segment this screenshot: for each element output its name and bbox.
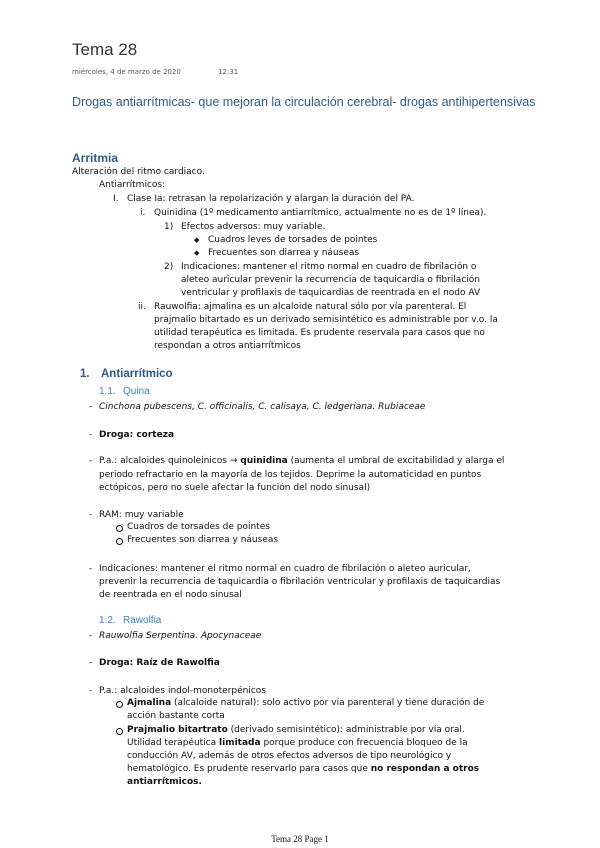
created-date: miércoles, 4 de marzo de 2020 — [72, 68, 181, 76]
main-heading: Drogas antiarrítmicas- que mejoran la circulación cerebral- drogas antihipertensivas — [72, 95, 536, 109]
list-marker: I. — [113, 194, 119, 204]
prajmalio-line: antiarrítmicos. — [127, 777, 202, 787]
dash-bullet: - — [89, 510, 93, 520]
circle-bullet-icon — [116, 701, 123, 708]
ajmalina-line: Ajmalina (alcaloide natural): solo activo por vía parenteral y tiene duración de — [127, 698, 485, 708]
arritmia-heading: Arritmia — [72, 151, 119, 165]
quina-ram: RAM: muy variable — [99, 510, 184, 520]
prajmalio-line: hematológico. Es prudente reservarlo para casos que no respondan a otros — [127, 764, 480, 774]
indicaciones-line: aleteo auricular prevenir la recurrencia de taquicardia o fibrilación — [181, 275, 480, 285]
list-marker: i. — [140, 208, 146, 218]
quina-pa-line: P.a.: alcaloides quinoleínicos → quinidina (aumenta el umbral de excitabilidad y alarga el — [99, 456, 505, 466]
dash-bullet: - — [89, 631, 93, 641]
antiarritmicos-label: Antiarrítmicos: — [99, 180, 166, 190]
page-title: Tema 28 — [72, 40, 138, 59]
subsection-title: Rawolfia — [123, 615, 162, 626]
diamond-bullet-icon: ◆ — [194, 236, 200, 244]
dash-bullet: - — [89, 658, 93, 668]
section-title: Antiarrítmico — [101, 368, 173, 380]
dash-bullet: - — [89, 402, 93, 412]
rawolfia-species: Rauwolfia Serpentina. Apocynaceae — [99, 631, 262, 641]
efectos-adversos: Efectos adversos: muy variable. — [181, 222, 326, 232]
subsection-number: 1.1. — [99, 386, 116, 397]
quina-pa-line: periodo refractario en la mayoría de los tejidos. Deprime la automaticidad en puntos — [99, 470, 482, 480]
dash-bullet: - — [89, 686, 93, 696]
quina-pa-line: ectópicos, pero no suele afectar la función del nodo sinusal) — [99, 483, 371, 493]
indicaciones-line: Indicaciones: mantener el ritmo normal en cuadro de fibrilación o — [181, 262, 477, 272]
rauwolfia-line: respondan a otros antiarrítmicos — [154, 341, 301, 351]
dash-bullet: - — [89, 564, 93, 574]
subsection-number: 1.2. — [99, 615, 116, 626]
indicaciones-line: ventricular y profilaxis de taquicardias de reentrada en el nodo AV — [181, 288, 481, 298]
page-footer: Tema 28 Page 1 — [271, 834, 329, 844]
list-item: Cuadros de torsades de pointes — [127, 522, 270, 532]
prajmalio-line: Utilidad terapéutica limitada porque produce con frecuencia bloqueo de la — [127, 738, 468, 748]
clase-ia: Clase Ia: retrasan la repolarización y alargan la duración del PA. — [127, 194, 415, 204]
dash-bullet: - — [89, 430, 93, 440]
list-item: Cuadros leves de torsades de pointes — [208, 235, 378, 245]
ajmalina-line: acción bastante corta — [127, 711, 225, 721]
rauwolfia-line: prajmalio bitartado es un derivado semisintético es administrable por v.o. la — [154, 315, 498, 325]
list-marker: 2) — [164, 262, 174, 272]
prajmalio-line: Prajmalio bitartrato (derivado semisintético): administrable por vía oral. — [127, 725, 465, 735]
quina-ind-line: Indicaciones: mantener el ritmo normal en cuadro de fibrilación o aleteo auricular, — [99, 564, 471, 574]
list-marker: ii. — [138, 302, 146, 312]
arritmia-definition: Alteración del ritmo cardiaco. — [72, 167, 205, 177]
dash-bullet: - — [89, 456, 93, 466]
list-item: Frecuentes son diarrea y náuseas — [208, 248, 360, 258]
list-marker: 1) — [164, 222, 174, 232]
section-number: 1. — [80, 368, 90, 380]
circle-bullet-icon — [116, 538, 123, 545]
rawolfia-pa: P.a.: alcaloides indol-monoterpénicos — [99, 686, 266, 696]
quina-ind-line: prevenir la recurrencia de taquicardia o fibrilación ventricular y profilaxis de taquicardias — [99, 577, 501, 587]
subsection-title: Quina — [123, 386, 150, 397]
rauwolfia-line: Rauwolfia: ajmalina es un alcaloide natural sólo por vía parenteral. El — [154, 302, 467, 312]
created-time: 12:31 — [218, 68, 239, 76]
diamond-bullet-icon: ◆ — [194, 249, 200, 257]
circle-bullet-icon — [116, 525, 123, 532]
quina-droga: Droga: corteza — [99, 430, 175, 440]
rawolfia-droga: Droga: Raíz de Rawolfia — [99, 658, 220, 668]
arrow-icon: → — [229, 456, 238, 466]
quinidina-item: Quinidina (1º medicamento antiarrítmico, actualmente no es de 1º línea). — [154, 208, 487, 218]
rauwolfia-line: utilidad terapéutica es limitada. Es prudente reservala para casos que no — [154, 328, 485, 338]
quina-species: Cinchona pubescens, C. officinalis, C. calisaya, C. ledgeriana. Rubiaceae — [99, 402, 426, 412]
list-item: Frecuentes son diarrea y náuseas — [127, 535, 279, 545]
circle-bullet-icon — [116, 728, 123, 735]
prajmalio-line: conducción AV, además de otros efectos adversos de tipo neurológico y — [127, 751, 452, 761]
quina-ind-line: de reentrada en el nodo sinusal — [99, 590, 242, 600]
